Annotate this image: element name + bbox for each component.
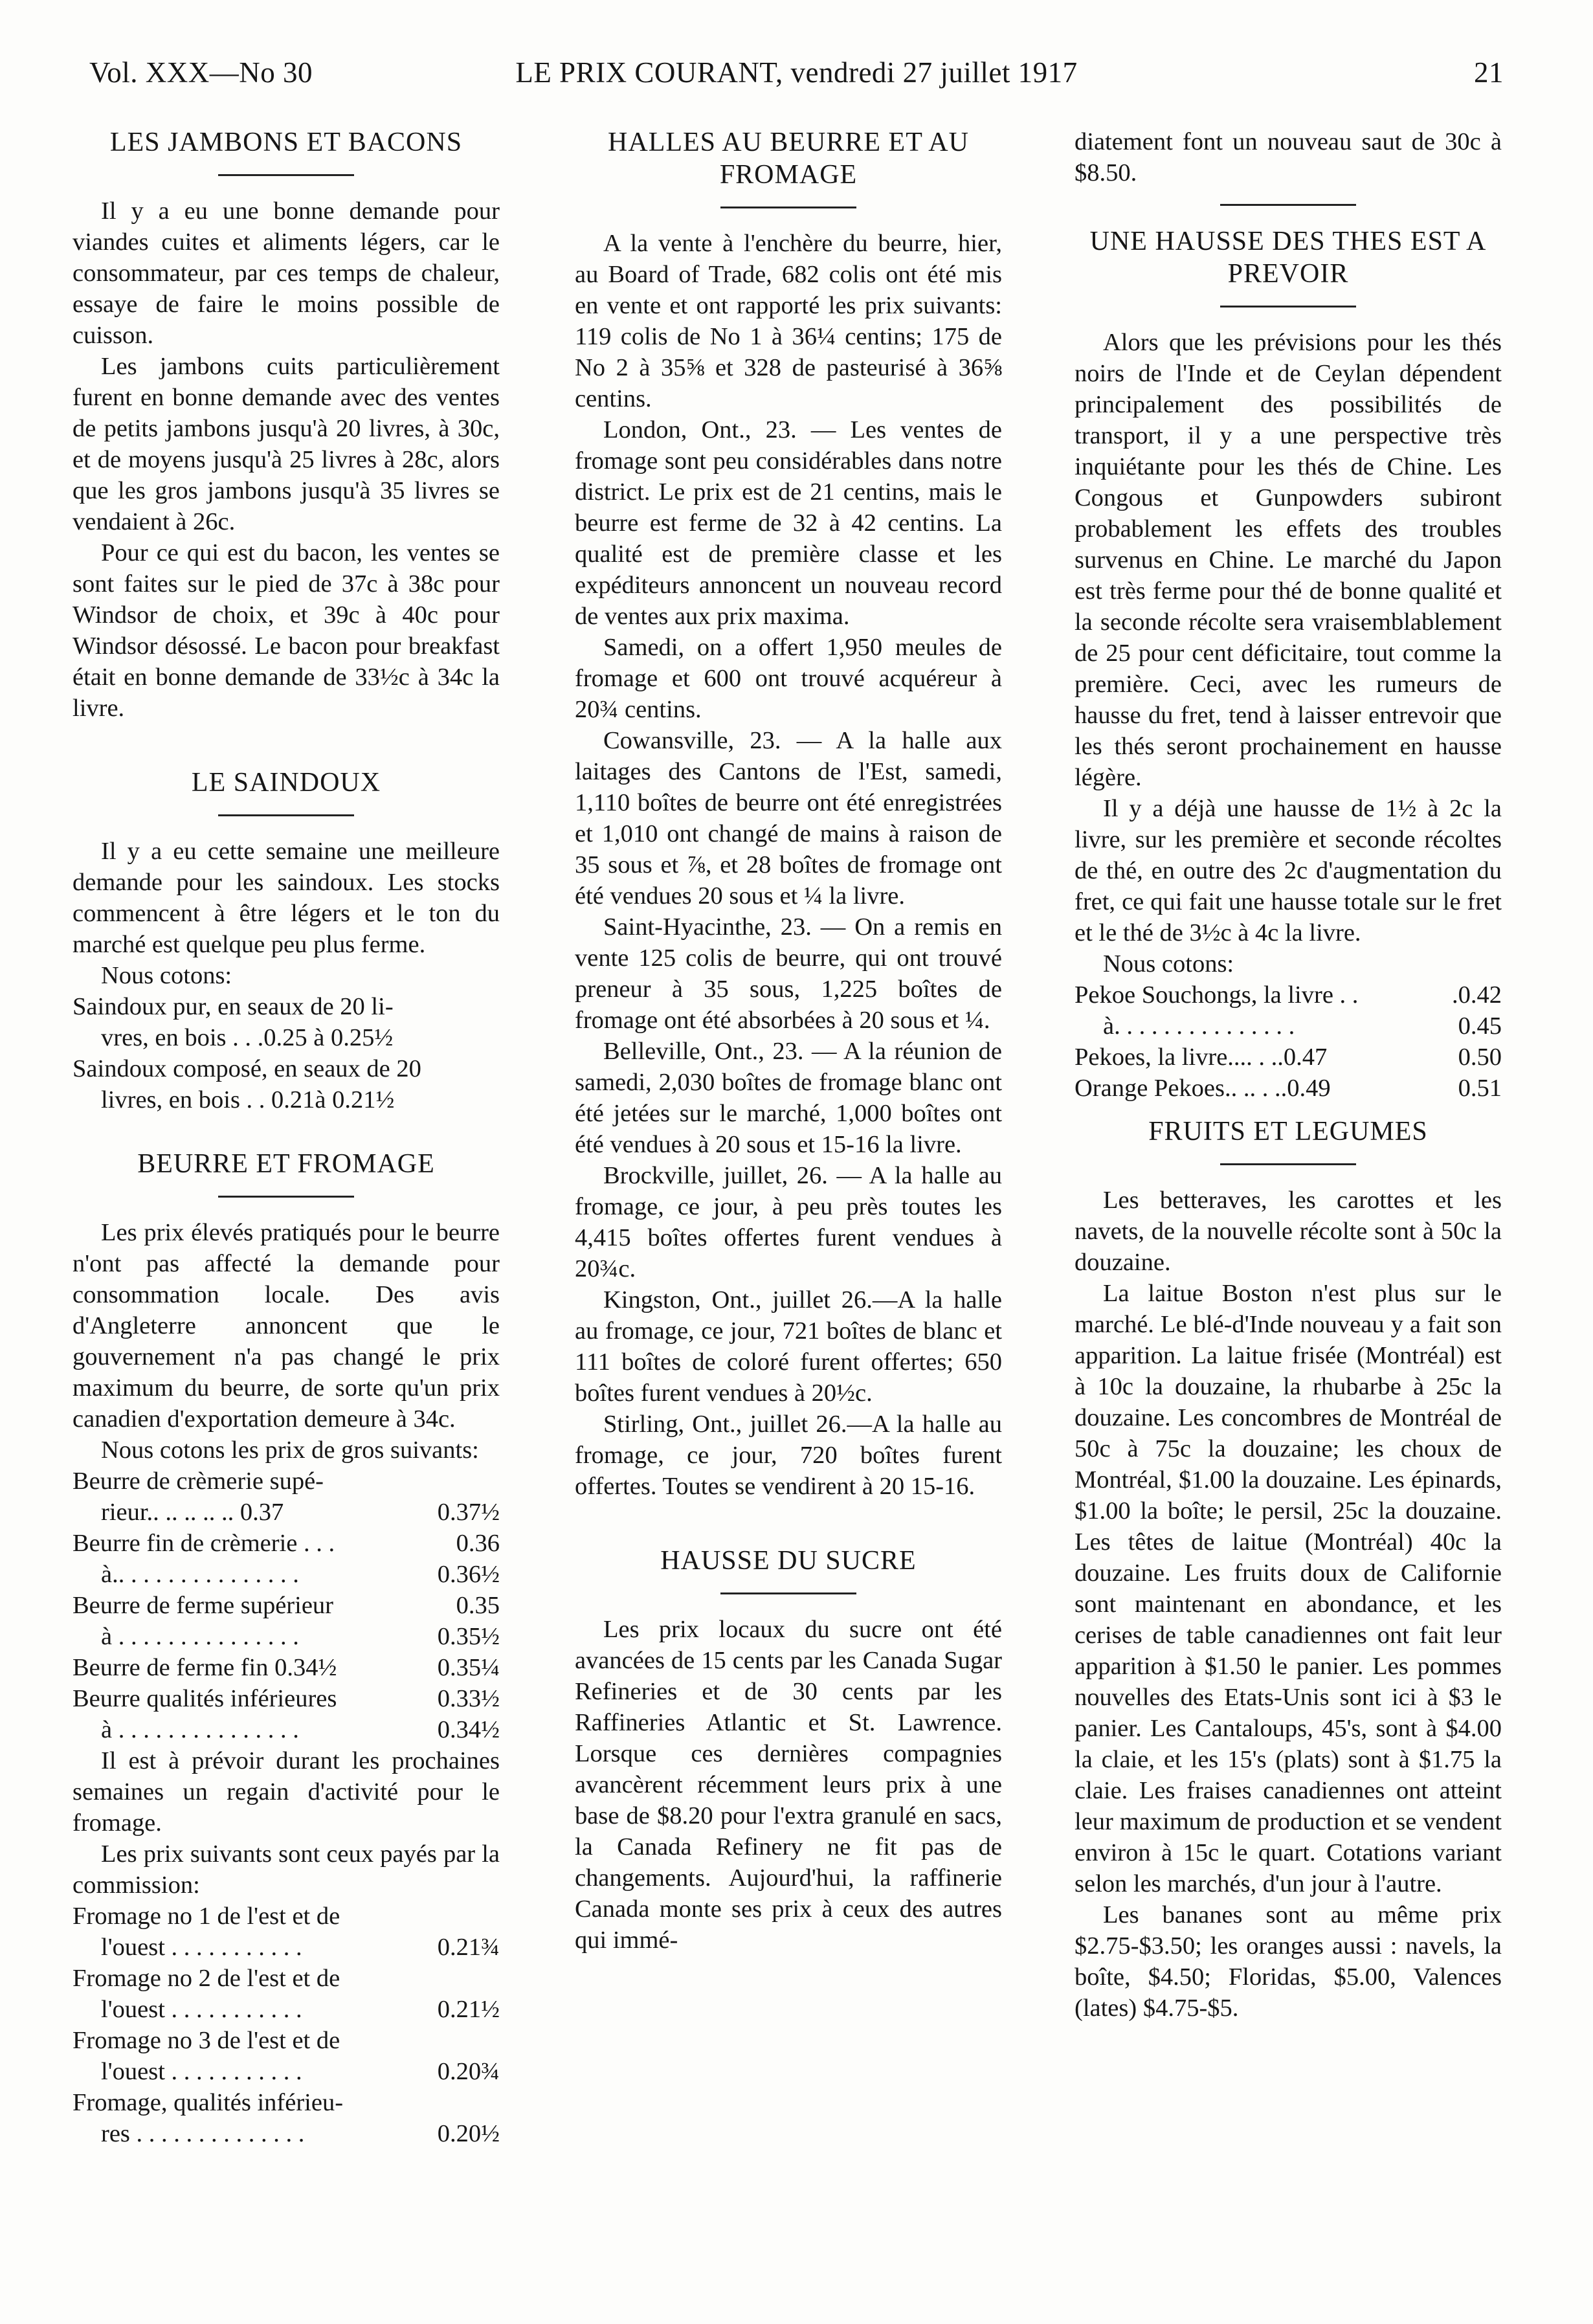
price-value: [495, 1901, 500, 1932]
price-value: [495, 2025, 500, 2056]
publication-title: LE PRIX COURANT, vendredi 27 juillet 1917: [515, 56, 1078, 89]
price-label: Beurre fin de crèmerie . . .: [72, 1530, 335, 1557]
paragraph: La laitue Boston n'est plus sur le marché. Le blé-d'Inde nouveau y a fait son apparition. La laitue frisée (Montréal) est à 10c la douzaine, la rhubarbe à 25c la douzaine. Les concombres de Montréal de 50c à 75c la douzaine; les choux de Montréal, $1.00 la douzaine. Les épinards, $1.00 la boîte; le persil, 25c la douzaine. Les têtes de laitue (Montréal) 40c la douzaine. Les fruits doux de Californie sont maintenant en abondance, et les cerises de table canadiennes ont fait leur apparition à $1.50 le panier. Les pommes nouvelles des Etats-Unis sont ici à $3 le panier. Les Cantaloups, 45's, sont à $4.00 la claie, et les 15's (plats) sont à $1.75 la claie. Les fraises canadiennes ont atteint leur maximum de production et se vendent environ à 15c le quart. Cotations variant selon les marchés, d'un jour à l'autre.: [1075, 1280, 1502, 1897]
price-label: Pekoes, la livre.... . ..0.47: [1075, 1044, 1328, 1071]
paragraph: Les prix locaux du sucre ont été avancées de 15 cents par les Canada Sugar Refineries et de 30 cents par les Raffineries Atlantic et St. Lawrence. Lorsque ces dernières compagnies avancèrent récemment leurs prix à une base de $8.20 pour l'extra granulé en sacs, la Canada Refinery ne fit pas de changements. Aujourd'hui, la raffinerie Canada monte ses prix à ceux des autres qui immé-: [575, 1616, 1002, 1954]
paragraph: Cowansville, 23. — A la halle aux laitages des Cantons de l'Est, samedi, 1,110 boîtes de beurre ont été enregistrées et 1,010 ont changé de mains à raison de 35 sous et ⅞, et 28 boîtes de fromage ont été vendues 20 sous et ¼ la livre.: [575, 727, 1002, 910]
price-row: [72, 1528, 500, 1559]
price-line: livres, en bois . . 0.21à 0.21½: [101, 1086, 395, 1113]
price-value: 0.36: [456, 1530, 500, 1557]
price-label: Fromage no 2 de l'est et de: [72, 1965, 340, 1992]
article-heading-fruits: FRUITS ET LEGUMES: [1148, 1117, 1428, 1146]
price-value: 0.35¼: [437, 1654, 500, 1681]
price-value: 0.35½: [437, 1623, 500, 1650]
article-heading-beurre: BEURRE ET FROMAGE: [137, 1149, 435, 1179]
price-label: res . . . . . . . . . . . . . .: [101, 2120, 305, 2147]
paragraph: Nous cotons les prix de gros suivants:: [101, 1436, 479, 1464]
price-value: [495, 1466, 500, 1497]
price-value: [495, 2087, 500, 2118]
price-label: Fromage, qualités inférieu-: [72, 2089, 344, 2116]
paragraph: Pour ce qui est du bacon, les ventes se sont faites sur le pied de 37c à 38c pour Windsor de choix, et 39c à 40c pour Windsor désossé. Le bacon pour breakfast était en bonne demande de 33½c à 34c la livre.: [72, 539, 500, 722]
article-heading-jambons: LES JAMBONS ET BACONS: [109, 128, 463, 157]
section-rule: [720, 1592, 856, 1594]
section-rule: [218, 1196, 354, 1198]
price-label: Pekoe Souchongs, la livre . .: [1075, 981, 1359, 1009]
price-row: [1075, 1011, 1502, 1042]
price-label: Beurre qualités inférieures: [72, 1685, 337, 1712]
section-rule: [218, 174, 354, 176]
price-value: [495, 1963, 500, 1994]
paragraph: Les prix suivants sont ceux payés par la commission:: [72, 1840, 500, 1899]
paragraph: Saint-Hyacinthe, 23. — On a remis en vente 125 colis de beurre, qui ont trouvé preneur à 35 sous, 1,225 boîtes de fromage ont été absorbées à 20 sous et ¼.: [575, 913, 1002, 1034]
price-label: l'ouest . . . . . . . . . . .: [101, 2058, 302, 2085]
paragraph: Samedi, on a offert 1,950 meules de fromage et 600 ont trouvé acquéreur à 20¾ centins.: [575, 634, 1002, 723]
column-1: [72, 126, 500, 2149]
section-rule: [218, 814, 354, 816]
section-rule: [1220, 1163, 1356, 1165]
price-value: 0.51: [1458, 1075, 1502, 1102]
price-value: 0.20½: [437, 2120, 500, 2147]
paragraph: Les bananes sont au même prix $2.75-$3.50; les oranges aussi : navels, la boîte, $4.50; Floridas, $5.00, Valences (lates) $4.75-$5.: [1075, 1901, 1502, 2022]
price-value: 0.36½: [437, 1561, 500, 1588]
price-row: [72, 1590, 500, 1621]
price-row: [72, 1466, 500, 1497]
price-label: l'ouest . . . . . . . . . . .: [101, 1996, 302, 2023]
price-label: à . . . . . . . . . . . . . . .: [101, 1716, 299, 1743]
price-value: 0.45: [1458, 1012, 1502, 1040]
price-line: vres, en bois . . .0.25 à 0.25½: [101, 1024, 394, 1051]
tea-price-list: [1075, 979, 1502, 1104]
article-heading-sucre: HAUSSE DU SUCRE: [660, 1546, 917, 1576]
price-value: .0.42: [1452, 981, 1502, 1009]
paragraph-continued: diatement font un nouveau saut de 30c à $8.50.: [1075, 128, 1502, 186]
price-row: [1075, 979, 1502, 1011]
price-label: rieur.. .. .. .. .. 0.37: [101, 1499, 284, 1526]
quote-intro: Nous cotons:: [101, 962, 232, 989]
page-header: [89, 53, 1504, 92]
price-value: 0.37½: [437, 1499, 500, 1526]
price-label: Beurre de crèmerie supé-: [72, 1468, 324, 1495]
paragraph: Les jambons cuits particulièrement furent en bonne demande avec des ventes de petits jambons jusqu'à 20 livres, à 30c, et de moyens jusqu'à 25 livres à 28c, alors que les gros jambons jusqu'à 35 livres se vendaient à 26c.: [72, 353, 500, 535]
article-heading-halles: HALLES AU BEURRE ET AU FROMAGE: [608, 128, 969, 190]
paragraph: Stirling, Ont., juillet 26.—A la halle au fromage, ce jour, 720 boîtes furent offertes. Toutes se vendirent à 20 15-16.: [575, 1411, 1002, 1500]
article-heading-saindoux: LE SAINDOUX: [191, 768, 381, 798]
paragraph: Alors que les prévisions pour les thés noirs de l'Inde et de Ceylan dépendent principalement des possibilités de transport, il y a une perspective très inquiétante pour les thés de Chine. Les Congous et Gunpowders subiront probablement les effets des troubles survenus en Chine. Le marché du Japon est très ferme pour thé de bonne qualité et la seconde récolte sera vraisemblablement de 25 pour cent déficitaire, tout comme la première. Ceci, avec les rumeurs de hausse du fret, tend à laisser entrevoir que les thés seront prochainement en hausse légère.: [1075, 329, 1502, 791]
price-line: Saindoux composé, en seaux de 20: [72, 1055, 421, 1082]
price-value: 0.34½: [437, 1716, 500, 1743]
price-row: [72, 2118, 500, 2149]
column-2: [575, 126, 1002, 1956]
paragraph: Il est à prévoir durant les prochaines semaines un regain d'activité pour le fromage.: [72, 1747, 500, 1837]
price-row: [1075, 1073, 1502, 1104]
paragraph: Il y a eu une bonne demande pour viandes cuites et aliments légers, car le consommateur, par ces temps de chaleur, essaye de faire le moins possible de cuisson.: [72, 197, 500, 349]
price-value: 0.20¾: [437, 2058, 500, 2085]
price-row: [72, 2056, 500, 2087]
price-row: [72, 1963, 500, 1994]
paragraph: Les betteraves, les carottes et les navets, de la nouvelle récolte sont à 50c la douzaine.: [1075, 1187, 1502, 1276]
volume-number: Vol. XXX—No 30: [89, 56, 313, 89]
price-row: [72, 2087, 500, 2118]
price-label: à.. . . . . . . . . . . . . . .: [101, 1561, 299, 1588]
price-row: [72, 1994, 500, 2025]
section-rule: [1220, 306, 1356, 307]
price-value: 0.21¾: [437, 1934, 500, 1961]
paragraph: Il y a eu cette semaine une meilleure demande pour les saindoux. Les stocks commencent à être légers et le ton du marché est quelque peu plus ferme.: [72, 838, 500, 958]
price-label: l'ouest . . . . . . . . . . .: [101, 1934, 302, 1961]
price-value: 0.50: [1458, 1044, 1502, 1071]
paragraph: Brockville, juillet, 26. — A la halle au fromage, ce jour, à peu près toutes les 4,415 boîtes offertes furent vendues à 20¾c.: [575, 1162, 1002, 1282]
paragraph: Il y a déjà une hausse de 1½ à 2c la livre, sur les première et seconde récoltes de thé, en outre des 2c d'augmentation du fret, ce qui fait une hausse totale sur le fret et le thé de 3½c à 4c la livre.: [1075, 795, 1502, 946]
page-number: 21: [1474, 56, 1504, 89]
price-label: Fromage no 3 de l'est et de: [72, 2027, 340, 2054]
price-row: [72, 1714, 500, 1745]
price-row: [72, 1652, 500, 1683]
price-row: [72, 1497, 500, 1528]
price-label: Fromage no 1 de l'est et de: [72, 1903, 340, 1930]
price-label: Beurre de ferme supérieur: [72, 1592, 333, 1619]
paragraph: Kingston, Ont., juillet 26.—A la halle au fromage, ce jour, 721 boîtes de blanc et 111 boîtes de coloré furent offertes; 650 boîtes furent vendues à 20½c.: [575, 1286, 1002, 1407]
price-row: [72, 1559, 500, 1590]
price-label: Orange Pekoes.. .. . ..0.49: [1075, 1075, 1331, 1102]
price-label: à. . . . . . . . . . . . . . .: [1103, 1012, 1295, 1040]
price-value: 0.21½: [437, 1996, 500, 2023]
paragraph: London, Ont., 23. — Les ventes de fromage sont peu considérables dans notre district. Le prix est de 21 centins, mais le beurre est ferme de 32 à 42 centins. La qualité est de première classe et les expéditeurs annoncent un nouveau record de ventes aux prix maxima.: [575, 416, 1002, 630]
price-line: Saindoux pur, en seaux de 20 li-: [72, 993, 394, 1020]
price-label: Beurre de ferme fin 0.34½: [72, 1654, 337, 1681]
price-label: à . . . . . . . . . . . . . . .: [101, 1623, 299, 1650]
price-value: 0.33½: [437, 1685, 500, 1712]
section-rule: [1220, 204, 1356, 206]
price-row: [1075, 1042, 1502, 1073]
price-value: 0.35: [456, 1592, 500, 1619]
price-row: [72, 1621, 500, 1652]
paragraph: Les prix élevés pratiqués pour le beurre n'ont pas affecté la demande pour consommation locale. Des avis d'Angleterre annoncent que le gouvernement n'a pas changé le prix maximum du beurre, de sorte qu'un prix canadien d'exportation demeure à 34c.: [72, 1219, 500, 1433]
price-row: [72, 1683, 500, 1714]
paragraph: A la vente à l'enchère du beurre, hier, au Board of Trade, 682 colis ont été mis en vente et ont rapporté les prix suivants: 119 colis de No 1 à 36¼ centins; 175 de No 2 à 35⅝ et 328 de pasteurisé à 36⅝ centins.: [575, 230, 1002, 412]
cheese-price-list: [72, 1901, 500, 2149]
quote-intro: Nous cotons:: [1103, 950, 1234, 978]
price-row: [72, 2025, 500, 2056]
column-3: [1075, 126, 1502, 2024]
price-row: [72, 1901, 500, 1932]
price-row: [72, 1932, 500, 1963]
article-heading-thes: UNE HAUSSE DES THES EST A PREVOIR: [1089, 227, 1487, 289]
butter-price-list: [72, 1466, 500, 1745]
section-rule: [720, 207, 856, 208]
paragraph: Belleville, Ont., 23. — A la réunion de samedi, 2,030 boîtes de fromage blanc ont été jetées sur le marché, 1,000 boîtes ont été vendues à 20 sous et 15-16 la livre.: [575, 1038, 1002, 1158]
